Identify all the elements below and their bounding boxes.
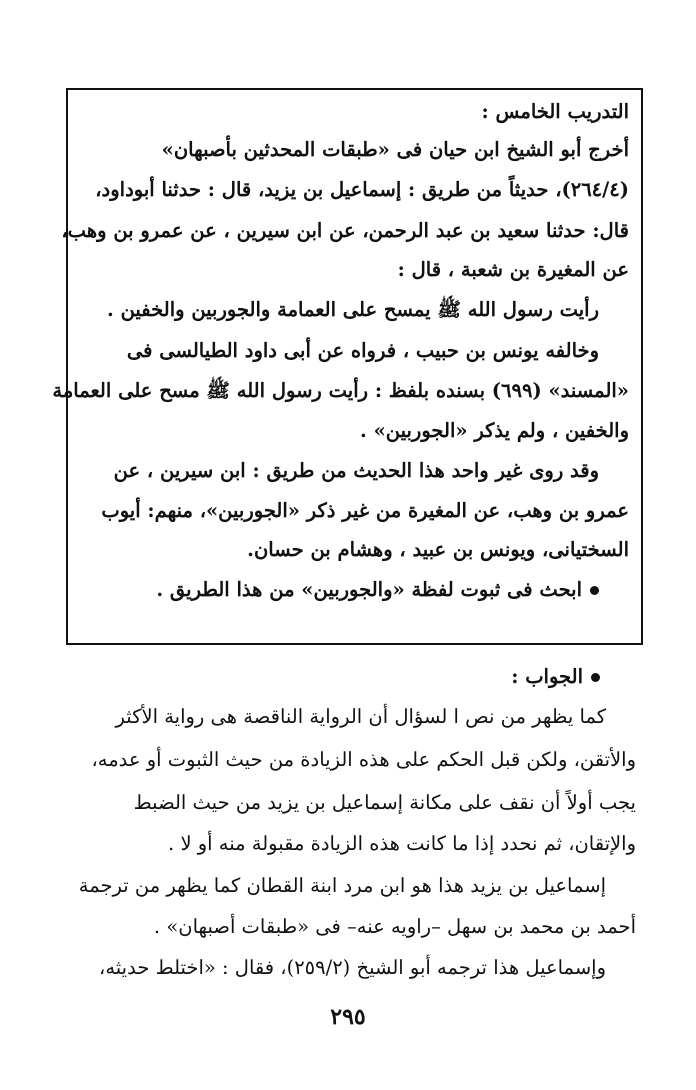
- answer-line: كما يظهر من نص ا لسؤال أن الرواية الناقصة هى رواية الأكثر: [115, 705, 606, 728]
- exercise-line: والخفين ، ولم يذكر «الجوربين» .: [360, 419, 629, 442]
- bullet-icon: [590, 586, 599, 595]
- exercise-task: [80, 580, 599, 600]
- exercise-line: عمرو بن وهب، عن المغيرة من غير ذكر «الجوربين»، منهم: أيوب: [101, 499, 629, 522]
- exercise-task-text: ابحث فى ثبوت لفظة «والجوربين» من هذا الطريق .: [156, 578, 582, 601]
- exercise-line: وقد روى غير واحد هذا الحديث من طريق : ابن سيرين ، عن: [113, 459, 599, 482]
- answer-line: أحمد بن محمد بن سهل –راويه عنه– فى «طبقات أصبهان» .: [153, 915, 636, 938]
- exercise-line: «المسند» (٦٩٩) بسنده بلفظ : رأيت رسول الله ﷺ مسح على العمامة: [52, 379, 629, 402]
- exercise-line: وخالفه يونس بن حبيب ، فرواه عن أبى داود الطيالسى فى: [126, 339, 599, 362]
- exercise-line: السختيانى، ويونس بن عبيد ، وهشام بن حسان.: [247, 538, 629, 561]
- exercise-box: [52, 88, 643, 645]
- exercise-line: أخرج أبو الشيخ ابن حيان فى «طبقات المحدثين بأصبهان»: [161, 138, 629, 161]
- answer-line: إسماعيل بن يزيد هذا هو ابن مرد ابنة القطان كما يظهر من ترجمة: [78, 874, 606, 897]
- exercise-line: (٢٦٤/٤)، حديثاً من طريق : إسماعيل بن يزيد، قال : حدثنا أبوداود،: [95, 178, 629, 201]
- exercise-line: قال: حدثنا سعيد بن عبد الرحمن، عن ابن سيرين ، عن عمرو بن وهب،: [61, 219, 629, 242]
- exercise-heading: التدريب الخامس :: [481, 100, 629, 123]
- answer-line: والأتقن، ولكن قبل الحكم على هذه الزيادة من حيث الثبوت أو عدمه،: [91, 748, 636, 771]
- exercise-line: رأيت رسول الله ﷺ يمسح على العمامة والجوربين والخفين .: [107, 298, 599, 321]
- answer-line: يجب أولاً أن نقف على مكانة إسماعيل بن يزيد من حيث الضبط: [133, 791, 636, 814]
- exercise-line: عن المغيرة بن شعبة ، قال :: [397, 258, 629, 281]
- answer-line: والإتقان، ثم نحدد إذا ما كانت هذه الزيادة مقبولة منه أو لا .: [168, 832, 636, 855]
- answer-heading: [60, 667, 600, 687]
- page-number: ٢٩٥: [330, 1004, 366, 1030]
- answer-heading-text: الجواب :: [511, 665, 583, 688]
- answer-line: وإسماعيل هذا ترجمه أبو الشيخ (٢٥٩/٢)، فقال : «اختلط حديثه،: [99, 956, 606, 979]
- bullet-icon: [591, 673, 600, 682]
